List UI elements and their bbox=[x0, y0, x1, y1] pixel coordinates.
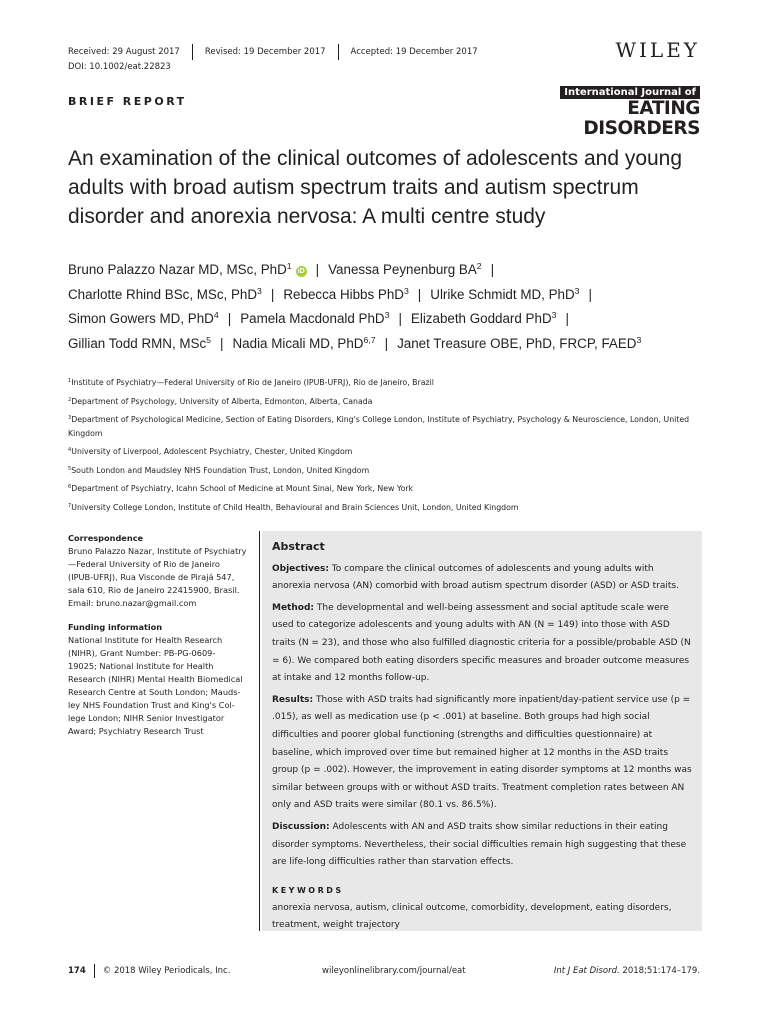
citation bbox=[554, 966, 700, 976]
author-affiliation-ref: 3 bbox=[384, 309, 390, 320]
results-label: Results: bbox=[272, 694, 314, 705]
affiliation-number: 1 bbox=[68, 377, 72, 384]
author-affiliation-ref: 1 bbox=[286, 260, 292, 271]
correspondence-text: Bruno Palazzo Nazar, Institute of Psychiatry —Federal University of Rio de Janeiro (IPUB-UFRJ), Rua Visconde de Pirajá 547, sala 610, Rio de Janeiro 22415900, Brasil. Email: bruno.nazar@gmail.com bbox=[68, 546, 247, 609]
article-type: BRIEF REPORT bbox=[68, 95, 187, 108]
author-name[interactable]: Vanessa Peynenburg BA bbox=[328, 262, 477, 277]
affiliation-text: University of Liverpool, Adolescent Psychiatry, Chester, United Kingdom bbox=[71, 447, 353, 456]
author-line-3 bbox=[68, 307, 718, 332]
page-footer bbox=[68, 964, 700, 978]
author-name[interactable]: Janet Treasure OBE, PhD, FRCP, FAED bbox=[397, 335, 637, 351]
affiliation-number: 2 bbox=[68, 396, 72, 403]
author-list bbox=[68, 258, 718, 356]
discussion-label: Discussion: bbox=[272, 821, 330, 832]
author-affiliation-ref: 4 bbox=[213, 309, 219, 320]
divider bbox=[94, 964, 95, 978]
author-affiliation-ref: 3 bbox=[574, 285, 580, 296]
author-separator: | bbox=[220, 335, 224, 351]
funding-heading: Funding information bbox=[68, 621, 163, 632]
page-number: 174 bbox=[68, 966, 86, 976]
author-name[interactable]: Rebecca Hibbs PhD bbox=[283, 286, 404, 302]
revised-date: Revised: 19 December 2017 bbox=[204, 47, 326, 57]
author-separator: | bbox=[227, 311, 232, 327]
author-separator: | bbox=[315, 262, 320, 277]
affiliation-item bbox=[68, 376, 708, 390]
affiliation-number: 4 bbox=[68, 446, 72, 453]
abstract-objectives bbox=[272, 561, 692, 596]
affiliation-item bbox=[68, 395, 708, 409]
spacer bbox=[68, 611, 250, 621]
doi[interactable]: DOI: 10.1002/eat.22823 bbox=[68, 62, 171, 72]
accepted-date: Accepted: 19 December 2017 bbox=[350, 47, 478, 57]
affiliation-item bbox=[68, 464, 708, 478]
affiliations bbox=[68, 376, 708, 519]
objectives-label: Objectives: bbox=[272, 563, 329, 574]
author-affiliation-ref: 3 bbox=[636, 334, 642, 345]
abstract-box bbox=[262, 531, 702, 931]
author-separator: | bbox=[270, 286, 275, 302]
keywords-text: anorexia nervosa, autism, clinical outcome, comorbidity, development, eating disorders, treatment, weight trajectory bbox=[272, 902, 672, 931]
correspondence-heading: Correspondence bbox=[68, 533, 144, 543]
publisher-logo: WILEY bbox=[615, 38, 700, 62]
affiliation-item bbox=[68, 413, 708, 440]
journal-logo-main: EATING DISORDERS bbox=[583, 98, 700, 139]
author-line-2 bbox=[68, 283, 718, 308]
affiliation-text: Department of Psychiatry, Icahn School of Medicine at Mount Sinai, New York, New York bbox=[71, 484, 414, 493]
affiliation-item bbox=[68, 482, 708, 496]
author-name[interactable]: Simon Gowers MD, PhD bbox=[68, 311, 214, 327]
column-divider bbox=[259, 531, 260, 931]
article-title: An examination of the clinical outcomes of adolescents and young adults with broad autism spectrum traits and autism spectrum disorder and anorexia nervosa: A multi centre study bbox=[68, 147, 683, 228]
article-dates bbox=[68, 44, 478, 60]
method-text: The developmental and well-being assessment and social aptitude scale were used to categorize adolescents and young adults with AN (N = 149) into those with ASD traits (N = 23), and those who also fulfilled diagnostic criteria for a possible/probable ASD (N = 6). We compared both eating disorders specific measures and broader outcome measures at intake and 12 months follow-up. bbox=[272, 602, 691, 684]
affiliation-number: 3 bbox=[68, 414, 72, 421]
affiliation-text: South London and Maudsley NHS Foundation Trust, London, United Kingdom bbox=[71, 465, 370, 475]
author-name[interactable]: Ulrike Schmidt MD, PhD bbox=[430, 286, 575, 302]
author-separator: | bbox=[588, 286, 592, 302]
author-name[interactable]: Elizabeth Goddard PhD bbox=[410, 311, 552, 327]
discussion-text: Adolescents with AN and ASD traits show similar reductions in their eating disorder symptoms. Nevertheless, their social difficulties remain high suggesting that these are life-long difficulties rather than starvation effects. bbox=[272, 821, 687, 868]
author-affiliation-ref: 6,7 bbox=[363, 334, 376, 345]
author-affiliation-ref: 5 bbox=[206, 334, 212, 345]
affiliation-text: University College London, Institute of Child Health, Behavioural and Brain Sciences Unit, London, United Kingdom bbox=[71, 502, 519, 512]
author-name[interactable]: Pamela Macdonald PhD bbox=[240, 311, 385, 327]
affiliation-item bbox=[68, 445, 708, 459]
funding-text: National Institute for Health Research (NIHR), Grant Number: PB-PG-0609- 19025; National Institute for Health Research (NIHR) Mental Health Biomedical Research Centre at South London; Mauds- ley NHS Foundation Trust and King's Col- lege London; NIHR Senior Investigator Award; Psychiatry Research Trust bbox=[68, 634, 243, 737]
affiliation-number: 5 bbox=[68, 465, 72, 472]
abstract-heading: Abstract bbox=[272, 540, 325, 553]
author-affiliation-ref: 3 bbox=[551, 309, 557, 320]
author-affiliation-ref: 3 bbox=[257, 285, 262, 296]
abstract-results bbox=[272, 692, 692, 815]
author-name[interactable]: Bruno Palazzo Nazar MD, MSc, PhD bbox=[68, 262, 287, 277]
author-separator: | bbox=[490, 262, 495, 277]
objectives-text: To compare the clinical outcomes of adolescents and young adults with anorexia nervosa (AN) comorbid with broad autism spectrum disorder (ASD) or ASD traits. bbox=[272, 563, 679, 592]
copyright: © 2018 Wiley Periodicals, Inc. bbox=[102, 966, 231, 976]
author-separator: | bbox=[565, 311, 569, 327]
author-line-4 bbox=[68, 332, 718, 357]
affiliation-text: Department of Psychological Medicine, Section of Eating Disorders, King's College London, Institute of Psychiatry, Psychology & Neuroscience, London, United Kingdom bbox=[68, 415, 690, 438]
affiliation-text: Department of Psychology, University of Alberta, Edmonton, Alberta, Canada bbox=[71, 396, 373, 406]
citation-journal: Int J Eat Disord. bbox=[553, 966, 620, 976]
author-name[interactable]: Nadia Micali MD, PhD bbox=[232, 335, 364, 351]
received-date: Received: 29 August 2017 bbox=[68, 47, 180, 57]
results-text: Those with ASD traits had significantly more inpatient/day-patient service use (p = .015), as well as medication use (p < .001) at baseline. Both groups had high social difficulties and poorer global functioning (strengths and difficulties questionnaire) at baseline, which improved over time but remained higher at 12 months in the ASD traits group (p = .002). However, the improvement in eating disorder symptoms at 12 months was similar between groups with or without ASD traits. Treatment completion rates between AN only and ASD traits were similar (80.1 vs. 86.5%). bbox=[272, 694, 692, 811]
author-affiliation-ref: 3 bbox=[403, 285, 409, 296]
abstract-discussion bbox=[272, 819, 692, 872]
author-separator: | bbox=[384, 335, 389, 351]
author-line-1 bbox=[68, 258, 718, 283]
affiliation-item bbox=[68, 501, 708, 515]
affiliation-number: 7 bbox=[68, 502, 72, 509]
author-separator: | bbox=[398, 311, 402, 327]
author-separator: | bbox=[417, 286, 422, 302]
divider bbox=[192, 44, 193, 60]
method-label: Method: bbox=[272, 602, 314, 613]
divider bbox=[338, 44, 339, 60]
journal-url[interactable]: wileyonlinelibrary.com/journal/eat bbox=[322, 966, 466, 976]
orcid-icon[interactable]: iD bbox=[297, 268, 305, 275]
affiliation-text: Institute of Psychiatry—Federal University of Rio de Janeiro (IPUB-UFRJ), Rio de Janeiro, Brazil bbox=[71, 378, 434, 387]
affiliation-number: 6 bbox=[68, 483, 72, 490]
author-name[interactable]: Charlotte Rhind BSc, MSc, PhD bbox=[68, 286, 258, 302]
author-affiliation-ref: 2 bbox=[476, 260, 482, 271]
abstract-method bbox=[272, 600, 692, 688]
journal-logo bbox=[512, 80, 700, 139]
author-name[interactable]: Gillian Todd RMN, MSc bbox=[68, 335, 207, 351]
citation-volume: 2018;51:174–179. bbox=[619, 966, 700, 976]
keywords-heading: KEYWORDS bbox=[272, 885, 344, 895]
sidebar-info bbox=[68, 532, 250, 738]
journal-logo-top: International Journal of bbox=[560, 86, 700, 99]
